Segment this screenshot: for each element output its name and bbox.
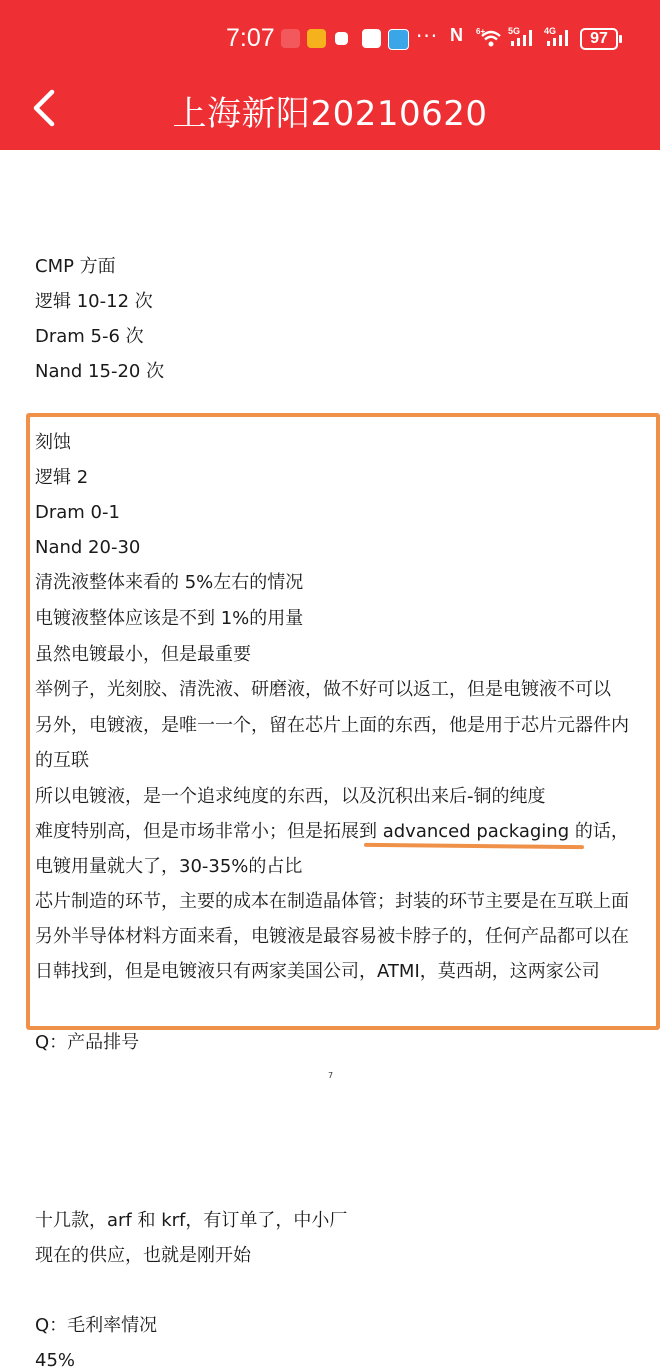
text-line: 刻蚀 bbox=[35, 432, 71, 453]
app-header bbox=[0, 0, 660, 150]
question-margin: Q：毛利率情况 bbox=[35, 1315, 158, 1336]
question-product: Q：产品排号 bbox=[35, 1032, 140, 1053]
text-line: Nand 20-30 bbox=[35, 537, 141, 558]
text-line: 的互联 bbox=[35, 750, 89, 771]
lexus-app-icon bbox=[362, 29, 381, 48]
text-line: 现在的供应，也就是刚开始 bbox=[35, 1245, 251, 1266]
text-line: 所以电镀液，是一个追求纯度的东西，以及沉积出来后-铜的纯度 bbox=[35, 786, 546, 807]
svg-text:6+: 6+ bbox=[476, 27, 486, 36]
text-line: 举例子，光刻胶、清洗液、研磨液，做不好可以返工，但是电镀液不可以 bbox=[35, 679, 611, 700]
message-icon bbox=[335, 32, 348, 45]
signal-5g-icon bbox=[508, 26, 538, 53]
nfc-icon: N bbox=[450, 25, 463, 45]
status-bar bbox=[0, 20, 660, 60]
text-line: 逻辑 2 bbox=[35, 467, 89, 488]
huawei-app-icon bbox=[281, 29, 300, 48]
text-line: 芯片制造的环节，主要的成本在制造晶体管；封装的环节主要是在互联上面 bbox=[35, 891, 629, 912]
svg-text:5G: 5G bbox=[508, 26, 521, 36]
weibo-icon bbox=[307, 29, 326, 48]
text-line: Dram 0-1 bbox=[35, 502, 120, 523]
page-number: 7 bbox=[328, 1071, 334, 1080]
svg-text:4G: 4G bbox=[544, 26, 557, 36]
page-title: 上海新阳20210620 bbox=[172, 94, 488, 134]
text-line: 另外半导体材料方面来看，电镀液是最容易被卡脖子的，任何产品都可以在 bbox=[35, 926, 629, 947]
text-line: 虽然电镀最小，但是最重要 bbox=[35, 644, 251, 665]
text-line: 难度特别高，但是市场非常小；但是拓展到 advanced packaging 的话， bbox=[35, 821, 629, 842]
text-line: 十几款，arf 和 krf，有订单了，中小厂 bbox=[35, 1210, 348, 1231]
more-notifications-icon: ··· bbox=[416, 24, 439, 48]
battery-indicator: 97 bbox=[580, 28, 618, 50]
signal-4g-icon bbox=[544, 26, 574, 53]
text-line: Dram 5-6 次 bbox=[35, 326, 144, 347]
text-line: 电镀液整体应该是不到 1%的用量 bbox=[35, 608, 304, 629]
text-line: 另外，电镀液，是唯一一个，留在芯片上面的东西，他是用于芯片元器件内 bbox=[35, 715, 629, 736]
text-line: 逻辑 10-12 次 bbox=[35, 291, 153, 312]
text-line: 清洗液整体来看的 5%左右的情况 bbox=[35, 572, 304, 593]
text-line: 日韩找到，但是电镀液只有两家美国公司，ATMI，莫西胡，这两家公司 bbox=[35, 961, 600, 982]
margin-value: 45% bbox=[35, 1350, 76, 1371]
wifi-icon bbox=[476, 26, 504, 53]
battery-tip bbox=[619, 35, 622, 43]
status-time: 7:07 bbox=[226, 24, 275, 52]
browser-app-icon bbox=[388, 29, 409, 50]
text-line: CMP 方面 bbox=[35, 256, 116, 277]
text-line: Nand 15-20 次 bbox=[35, 361, 165, 382]
text-line: 电镀用量就大了，30-35%的占比 bbox=[35, 856, 303, 877]
